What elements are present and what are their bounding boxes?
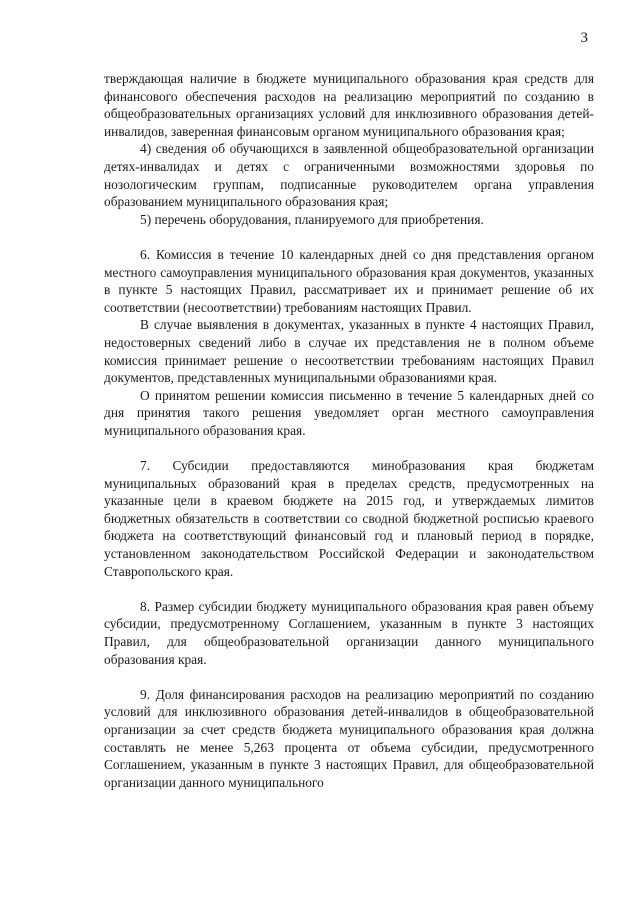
- paragraph-continuation: тверждающая наличие в бюджете муниципального образования края средств для финансового обеспечения расходов на реализацию мероприятий по созданию в общеобразовательных организациях условий для инклюзивного образования детей-инвалидов, заверенная финансовым органом муниципального образования края;: [104, 71, 594, 139]
- paragraph-section-6: 6. Комиссия в течение 10 календарных дней со дня представления органом местного самоуправления муниципального образования края документов, указанных в пункте 5 настоящих Правил, рассматривает их и принимает решение об их соответствии (несоответствии) требованиям настоящих Правил.: [104, 246, 594, 315]
- paragraph-section-6-part-2: В случае выявления в документах, указанных в пункте 4 настоящих Правил, недостоверных сведений либо в случае их представления не в полном объеме комиссия принимает решение о несоответствии требованиям настоящих Правил документов, представленных муниципальными образованиями края.: [104, 317, 594, 386]
- paragraph-item-5: 5) перечень оборудования, планируемого для приобретения.: [140, 211, 484, 227]
- paragraph-section-7: 7. Субсидии предоставляются минобразования края бюджетам муниципальных образований края в пределах средств, предусмотренных на указанные цели в краевом бюджете на 2015 год, и утверждаемых лимитов бюджетных обязательств в соответствии со сводной бюджетной росписью краевого бюджета на соответствующий финансовый год и плановый период в порядке, установленном законодательством Российской Федерации и законодательством Ставропольского края.: [104, 458, 594, 579]
- paragraph-section-8: 8. Размер субсидии бюджету муниципального образования края равен объему субсидии, предусмотренному Соглашением, указанным в пункте 3 настоящих Правил, для общеобразовательной организации данного муниципального образования края.: [104, 598, 594, 667]
- page-number: 3: [580, 30, 588, 46]
- paragraph-section-6-part-3: О принятом решении комиссия письменно в течение 5 календарных дней со дня принятия такого решения уведомляет орган местного самоуправления муниципального образования края.: [104, 387, 594, 438]
- paragraph-gap: [104, 580, 594, 598]
- paragraph-gap: [104, 668, 594, 686]
- paragraph-section-9: 9. Доля финансирования расходов на реализацию мероприятий по созданию условий для инклюзивного образования детей-инвалидов в общеобразовательной организации за счет средств бюджета муниципального образования края должна составлять не менее 5,263 процента от объема субсидии, предусмотренного Соглашением, указанным в пункте 3 настоящих Правил, для общеобразовательной организации данного муниципального: [104, 686, 594, 790]
- paragraph-gap: [104, 439, 594, 457]
- paragraph-item-4: 4) сведения об обучающихся в заявленной общеобразовательной организации детях-инвалидах и детях с ограниченными возможностями здоровья по нозологическим группам, подписанные руководителем органа управления образованием муниципального образования края;: [104, 141, 594, 210]
- paragraph-gap: [104, 228, 594, 246]
- document-body: [104, 70, 594, 791]
